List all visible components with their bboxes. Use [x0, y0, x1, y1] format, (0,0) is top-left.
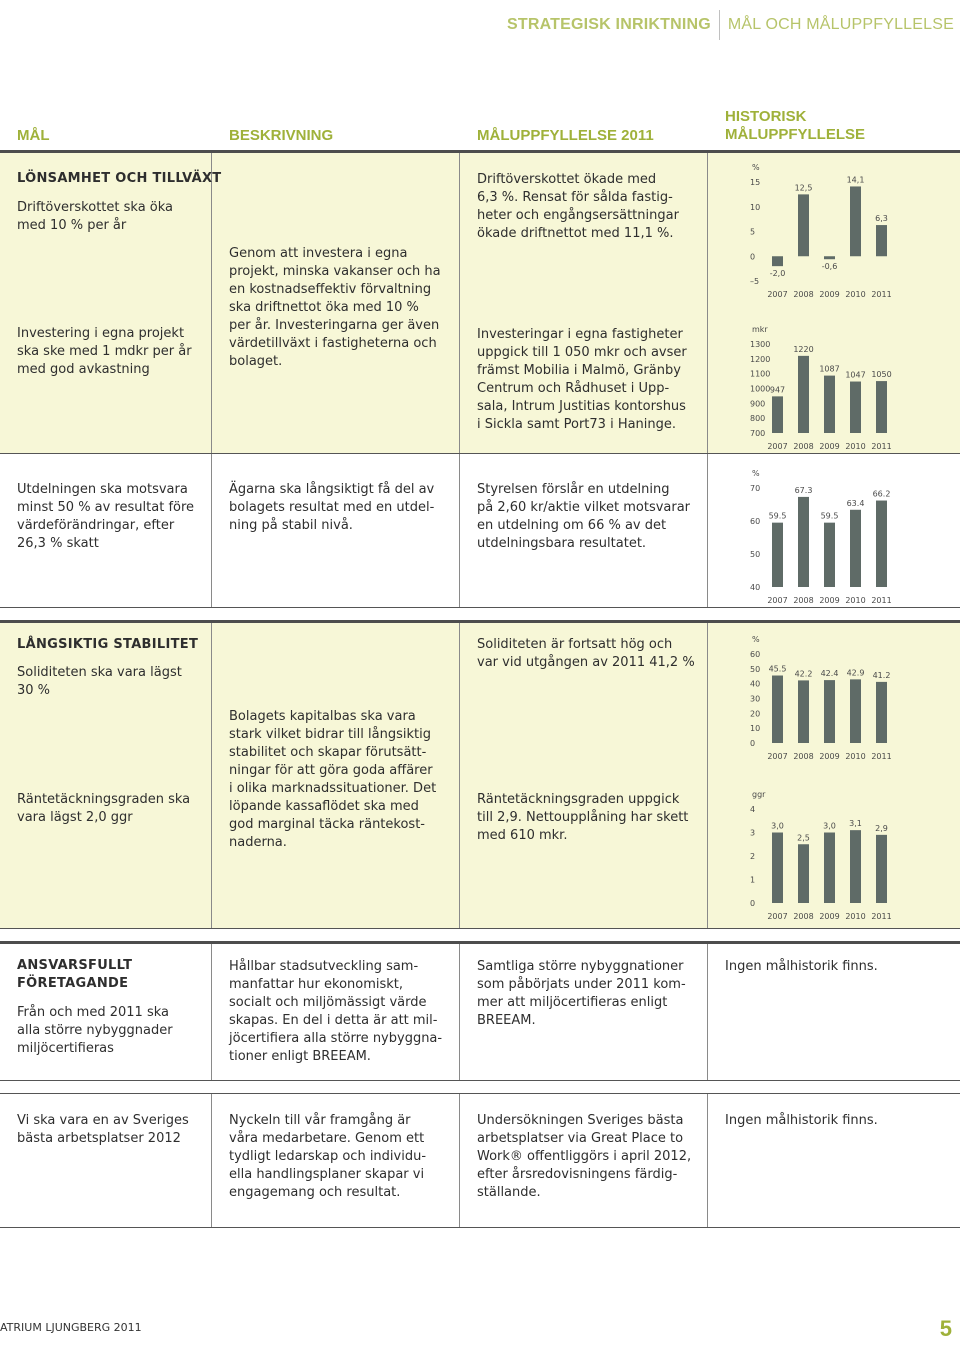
divider-v2 — [459, 153, 460, 453]
x-tick-label: 2011 — [871, 290, 892, 299]
data-label: 1087 — [819, 364, 840, 374]
data-label: 14,1 — [846, 175, 865, 185]
data-label: 59.5 — [768, 511, 787, 521]
bar-2007 — [772, 676, 783, 743]
fulfillment-responsible: Samtliga större nybyggnationer som påbörjats under 2011 kom- mer att miljöcertifieras enligt BREEAM. — [477, 959, 686, 1028]
bar-2008 — [798, 680, 809, 743]
x-tick-label: 2008 — [793, 912, 814, 921]
y-tick-label: 700 — [750, 429, 766, 438]
data-label: 3,1 — [849, 819, 862, 829]
y-tick-label: 1200 — [750, 354, 771, 364]
x-tick-label: 2010 — [845, 596, 866, 605]
rule-bottom-stability — [0, 928, 960, 929]
rule-bottom-responsible — [0, 1080, 960, 1081]
section-title-responsible: ANSVARSFULLT FÖRETAGANDE — [17, 958, 133, 991]
goal-environmental-certification: Från och med 2011 ska alla större nybyggnader miljöcertifieras — [17, 1005, 173, 1056]
page-header — [507, 10, 954, 40]
description-responsible: Hållbar stadsutveckling sam- manfattar hur ekonomiskt, socialt och miljömässigt värde skapas. En del i detta är att mil- jöcertifiera alla större nybyggna- tioner enligt BREEAM. — [229, 959, 443, 1064]
bar-2010 — [850, 679, 861, 743]
divider-v10 — [211, 944, 212, 1080]
data-label: 42.9 — [846, 668, 865, 678]
column-heading-goal: MÅL — [17, 127, 50, 144]
divider-v11 — [459, 944, 460, 1080]
y-tick-label: 10 — [750, 202, 761, 212]
y-tick-label: 2 — [750, 852, 756, 861]
bar-2008 — [798, 194, 809, 256]
bar-2007 — [772, 396, 783, 433]
y-tick-label: 0 — [750, 252, 756, 262]
bar-2007 — [772, 256, 783, 266]
divider-v6 — [707, 454, 708, 607]
divider-v9 — [707, 623, 708, 928]
column-heading-history: HISTORISK MÅLUPPFYLLELSE — [725, 108, 866, 143]
divider-v8 — [459, 623, 460, 928]
x-tick-label: 2011 — [871, 596, 892, 605]
chart-interest-coverage — [712, 785, 952, 925]
data-label: 41.2 — [872, 670, 891, 680]
data-label: 63.4 — [846, 498, 865, 508]
data-label: 67.3 — [794, 485, 813, 495]
chart-unit-label: % — [752, 163, 760, 172]
rule-bottom-workplace — [0, 1227, 960, 1228]
y-tick-label: –5 — [750, 277, 760, 286]
x-tick-label: 2010 — [845, 752, 866, 761]
goal-operating-surplus: Driftöverskottet ska öka med 10 % per år — [17, 200, 174, 233]
goal-best-workplace: Vi ska vara en av Sveriges bästa arbetsplatser 2012 — [17, 1113, 189, 1146]
goal-investment: Investering i egna projekt ska ske med 1 mdkr per år med god avkastning — [17, 326, 192, 377]
y-tick-label: 1000 — [750, 384, 771, 394]
chart-unit-label: mkr — [752, 325, 768, 334]
section-title-profitability: LÖNSAMHET OCH TILLVÄXT — [17, 171, 222, 186]
data-label: 947 — [769, 385, 786, 395]
x-tick-label: 2011 — [871, 752, 892, 761]
x-tick-label: 2011 — [871, 912, 892, 921]
y-tick-label: 1300 — [750, 340, 771, 349]
description-profitability: Genom att investera i egna projekt, minska vakanser och ha en kostnadseffektiv förvaltning ska driftnettot öka med 10 % per år. Investeringarna ger även värdetillväxt i fastigheterna och bolaget. — [229, 246, 441, 369]
header-divider — [719, 10, 720, 40]
data-label: 3,0 — [771, 821, 784, 831]
bar-2009 — [824, 833, 835, 904]
bar-2008 — [798, 844, 809, 903]
description-dividend: Ägarna ska långsiktigt få del av bolagets resultat med en utdel- ning på stabil nivå. — [229, 482, 435, 533]
bar-2011 — [876, 381, 887, 433]
data-label: 1220 — [793, 344, 814, 354]
x-tick-label: 2011 — [871, 442, 892, 451]
y-tick-label: 1 — [750, 875, 756, 885]
chart-dividend — [712, 464, 952, 609]
bar-2010 — [850, 510, 861, 587]
x-tick-label: 2009 — [819, 912, 840, 921]
data-label: 12,5 — [794, 183, 813, 193]
bar-2010 — [850, 186, 861, 256]
x-tick-label: 2010 — [845, 912, 866, 921]
bar-2011 — [876, 501, 887, 587]
bar-2007 — [772, 833, 783, 904]
column-heading-description: BESKRIVNING — [229, 127, 334, 144]
y-tick-label: 30 — [750, 694, 761, 704]
x-tick-label: 2009 — [819, 290, 840, 299]
y-tick-label: 5 — [750, 227, 756, 237]
subsection-title: MÅL OCH MÅLUPPFYLLELSE — [727, 16, 954, 33]
chart-equity-ratio — [712, 630, 952, 765]
chart-operating-surplus-growth — [712, 158, 952, 303]
data-label: 45.5 — [768, 664, 787, 674]
bar-2011 — [876, 682, 887, 743]
rule-top-stability — [0, 620, 960, 623]
y-tick-label: 0 — [750, 899, 756, 908]
description-stability: Bolagets kapitalbas ska vara stark vilket bidrar till långsiktig stabilitet och skapar förutsätt- ningar för att göra goda affärer i olika marknadssituationer. Det löpande kassaflödet ska med god marginal täcka räntekost- naderna. — [229, 709, 437, 850]
data-label: 2,5 — [797, 833, 810, 843]
data-label: 3,0 — [823, 821, 836, 831]
x-tick-label: 2007 — [767, 442, 788, 451]
fulfillment-workplace: Undersökningen Sveriges bästa arbetsplatser via Great Place to Work® offentliggörs i april 2012, efter årsredovisningens färdig- ställande. — [477, 1113, 692, 1200]
divider-v12 — [707, 944, 708, 1080]
data-label: -2,0 — [769, 269, 786, 279]
bar-2011 — [876, 225, 887, 256]
bar-2008 — [798, 497, 809, 587]
y-tick-label: 50 — [750, 664, 761, 674]
fulfillment-equity-ratio: Soliditeten är fortsatt hög och var vid utgången av 2011 41,2 % — [477, 637, 695, 670]
x-tick-label: 2008 — [793, 596, 814, 605]
x-tick-label: 2008 — [793, 752, 814, 761]
chart-unit-label: ggr — [752, 790, 766, 799]
bar-2010 — [850, 382, 861, 433]
goal-dividend: Utdelningen ska motsvara minst 50 % av resultat före värdeförändringar, efter 26,3 % skatt — [17, 482, 195, 551]
divider-v14 — [459, 1094, 460, 1227]
x-tick-label: 2007 — [767, 290, 788, 299]
bar-2009 — [824, 256, 835, 259]
page-number: 5 — [939, 1316, 952, 1341]
description-workplace: Nyckeln till vår framgång är våra medarbetare. Genom ett tydligt ledarskap och individu- ella handlingsplaner skapar vi engagemang och resultat. — [229, 1113, 427, 1200]
y-tick-label: 40 — [750, 583, 761, 592]
y-tick-label: 900 — [750, 399, 766, 409]
fulfillment-investment: Investeringar i egna fastigheter uppgick till 1 050 mkr och avser främst Mobilia i Malmö, Gränby Centrum och Rådhuset i Upp- sala, Intrum Justitias kontorshus i Sickla samt Port73 i Haninge. — [477, 327, 687, 432]
fulfillment-interest-coverage: Räntetäckningsgraden uppgick till 2,9. Nettoupplåning har skett med 610 mkr. — [477, 792, 689, 843]
y-tick-label: 3 — [750, 828, 756, 838]
y-tick-label: 800 — [750, 414, 766, 424]
x-tick-label: 2010 — [845, 442, 866, 451]
history-workplace: Ingen målhistorik finns. — [725, 1113, 878, 1128]
chart-unit-label: % — [752, 469, 760, 478]
rule-top-workplace — [0, 1093, 960, 1094]
data-label: -0,6 — [821, 262, 838, 272]
divider-v7 — [211, 623, 212, 928]
fulfillment-dividend: Styrelsen förslår en utdelning på 2,60 kr/aktie vilket motsvarar en utdelning om 66 % av det utdelningsbara resultatet. — [477, 482, 691, 551]
chart-investment — [712, 320, 952, 455]
x-tick-label: 2007 — [767, 596, 788, 605]
y-tick-label: 70 — [750, 484, 761, 493]
bar-2009 — [824, 376, 835, 433]
rule-top-profitability — [0, 150, 960, 153]
data-label: 42.4 — [820, 669, 839, 679]
chart-unit-label: % — [752, 635, 760, 644]
x-tick-label: 2008 — [793, 442, 814, 451]
divider-v4 — [211, 454, 212, 607]
divider-v1 — [211, 153, 212, 453]
x-tick-label: 2009 — [819, 442, 840, 451]
bar-2009 — [824, 523, 835, 587]
data-label: 1047 — [845, 370, 866, 380]
y-tick-label: 60 — [750, 650, 761, 659]
goal-interest-coverage: Räntetäckningsgraden ska vara lägst 2,0 ggr — [17, 792, 191, 825]
data-label: 1050 — [871, 370, 892, 380]
divider-v15 — [707, 1094, 708, 1227]
divider-v5 — [459, 454, 460, 607]
y-tick-label: 60 — [750, 517, 761, 526]
y-tick-label: 10 — [750, 724, 761, 734]
y-tick-label: 15 — [750, 178, 761, 187]
footer-company: ATRIUM LJUNGBERG 2011 — [0, 1321, 142, 1334]
y-tick-label: 50 — [750, 550, 761, 559]
bar-2009 — [824, 680, 835, 743]
data-label: 66.2 — [872, 489, 891, 499]
column-heading-fulfillment: MÅLUPPFYLLELSE 2011 — [477, 127, 654, 144]
y-tick-label: 4 — [750, 805, 756, 814]
x-tick-label: 2009 — [819, 596, 840, 605]
y-tick-label: 1100 — [750, 369, 771, 379]
x-tick-label: 2008 — [793, 290, 814, 299]
y-tick-label: 20 — [750, 709, 761, 719]
section-title-stability: LÅNGSIKTIG STABILITET — [17, 637, 199, 652]
goal-equity-ratio: Soliditeten ska vara lägst 30 % — [17, 665, 182, 698]
bar-2007 — [772, 523, 783, 587]
data-label: 2,9 — [875, 823, 888, 833]
divider-v13 — [211, 1094, 212, 1227]
history-responsible: Ingen målhistorik finns. — [725, 959, 878, 974]
section-title: STRATEGISK INRIKTNING — [506, 16, 711, 33]
data-label: 6,3 — [875, 214, 888, 224]
data-label: 42.2 — [794, 669, 813, 679]
bar-2011 — [876, 835, 887, 903]
data-label: 59.5 — [820, 511, 839, 521]
bar-2008 — [798, 356, 809, 433]
divider-v3 — [707, 153, 708, 453]
x-tick-label: 2007 — [767, 912, 788, 921]
fulfillment-operating-surplus: Driftöverskottet ökade med 6,3 %. Rensat för sålda fastig- heter och engångsersättningar ökade driftnettot med 11,1 %. — [477, 172, 679, 241]
x-tick-label: 2010 — [845, 290, 866, 299]
rule-top-responsible — [0, 941, 960, 944]
x-tick-label: 2007 — [767, 752, 788, 761]
y-tick-label: 40 — [750, 679, 761, 689]
x-tick-label: 2009 — [819, 752, 840, 761]
bar-2010 — [850, 830, 861, 903]
y-tick-label: 0 — [750, 739, 756, 748]
